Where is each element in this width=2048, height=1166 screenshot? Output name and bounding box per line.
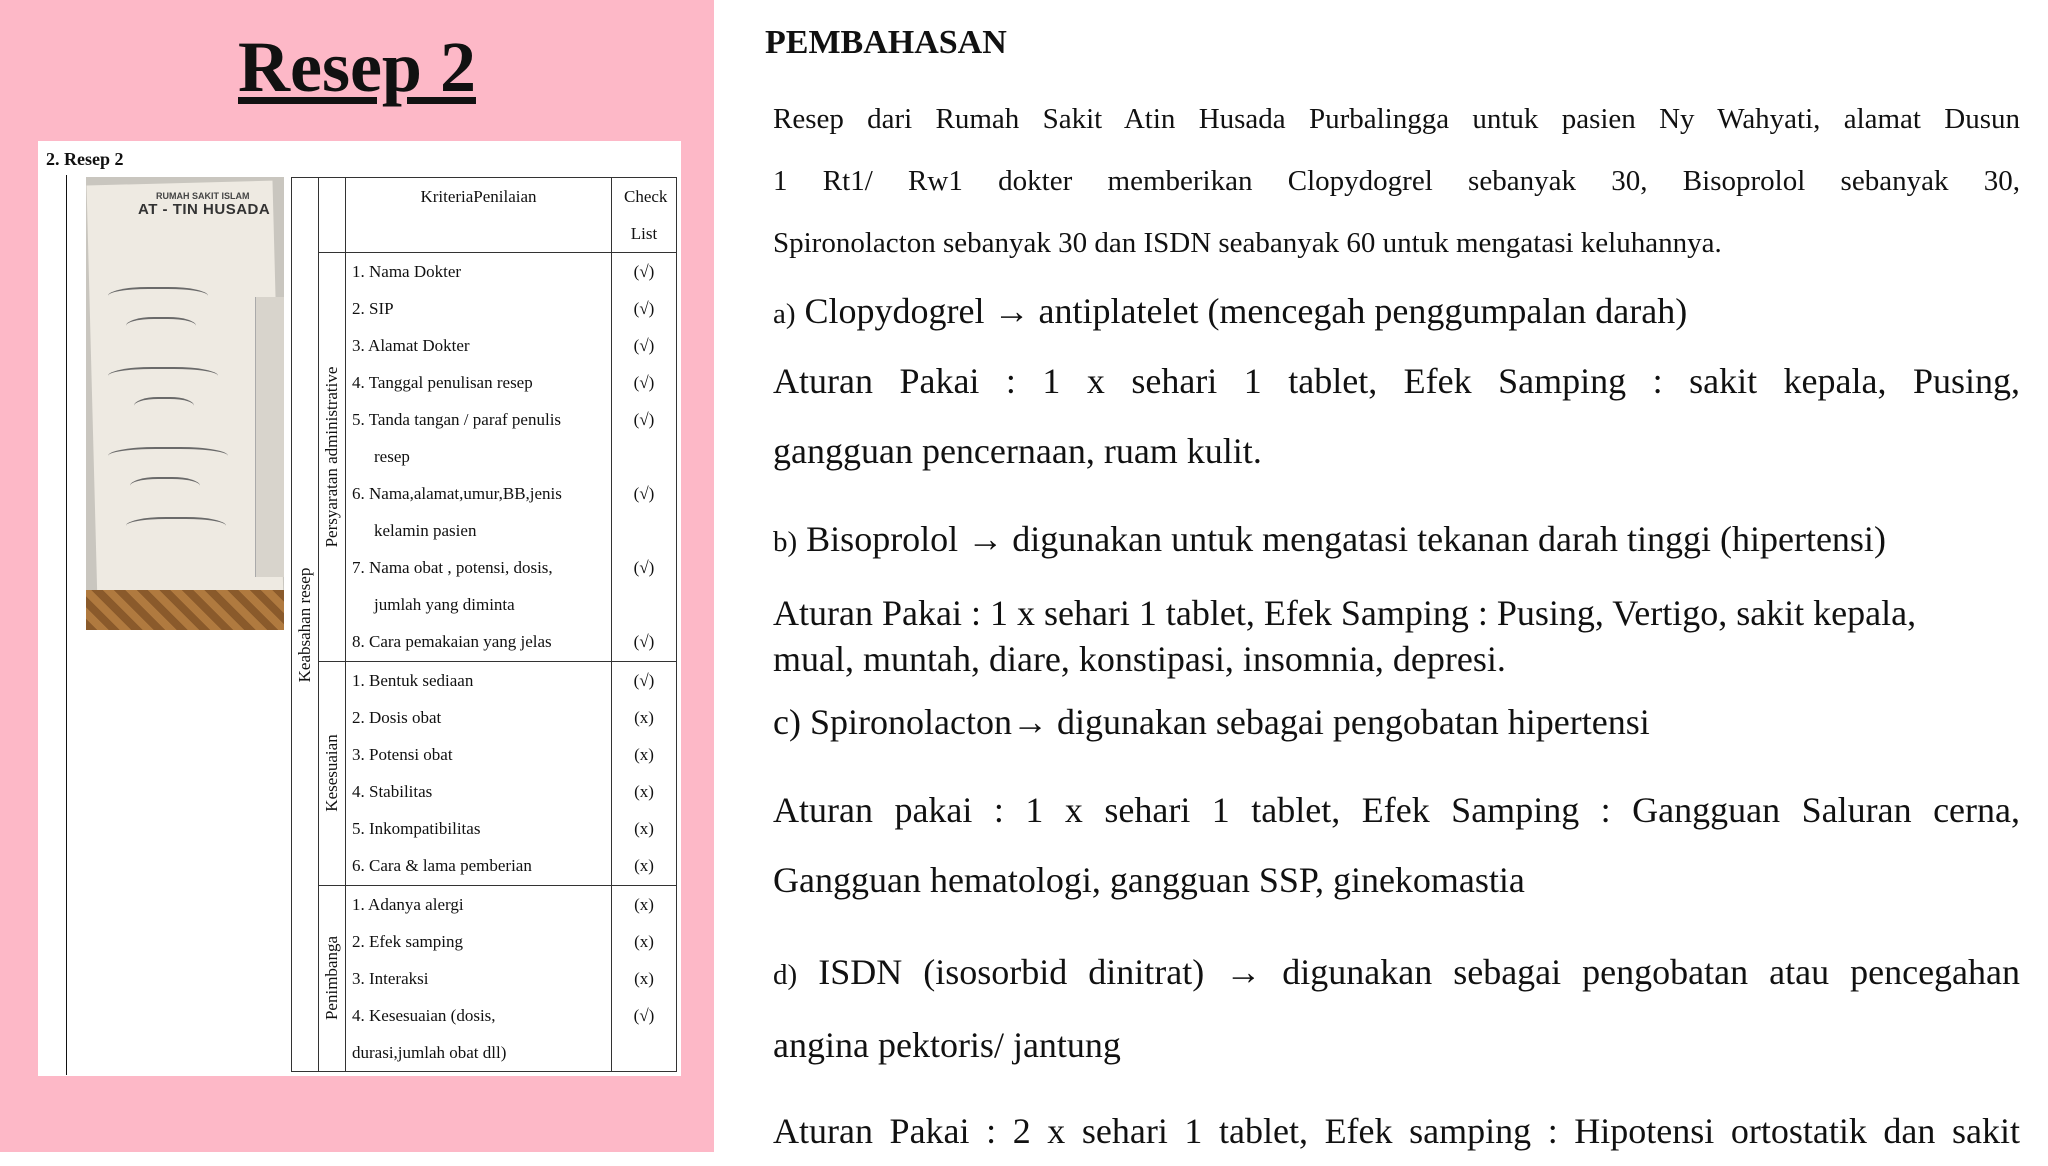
header-criteria: KriteriaPenilaian [346, 178, 612, 253]
item-a-rules [773, 346, 2020, 486]
discussion-heading: PEMBAHASAN [765, 24, 1007, 61]
document-border-line [66, 175, 67, 1075]
check-mark: (x) [634, 818, 654, 838]
item-c-rules [773, 775, 2020, 915]
intro-paragraph [773, 88, 2020, 274]
paper-stack-edge [255, 297, 284, 577]
check-mark: (√) [633, 410, 655, 429]
check-mark [612, 438, 676, 475]
item-d-line: angina pektoris/ jantung [773, 1025, 1121, 1065]
check-mark: (√) [633, 670, 655, 690]
item-a [773, 285, 2020, 340]
rule-line: mual, muntah, diare, konstipasi, insomnia, depresi. [773, 639, 1506, 679]
criteria-item: resep [374, 447, 410, 466]
section-label: Kesesuaian [322, 734, 341, 812]
criteria-list [346, 662, 611, 884]
handwriting-stroke [134, 397, 194, 419]
section-checks [612, 253, 677, 662]
criteria-item: 1. Nama Dokter [352, 262, 462, 281]
handwriting-stroke [126, 517, 226, 539]
item-b [773, 513, 2020, 568]
criteria-item: durasi,jumlah obat dll) [352, 1042, 507, 1062]
check-mark: (√) [633, 558, 655, 577]
rule-line: Gangguan hematologi, gangguan SSP, ginekomastia [773, 860, 1525, 900]
left-panel [0, 0, 714, 1152]
item-a-label: a) [773, 298, 796, 330]
check-mark: (x) [634, 894, 654, 914]
check-list [612, 886, 676, 1071]
section-label-cell [319, 885, 346, 1071]
header-blank-cell [319, 178, 346, 253]
criteria-item: 2. Dosis obat [352, 707, 442, 727]
check-mark: (√) [633, 373, 655, 392]
handwriting-stroke [108, 447, 228, 469]
check-mark: (√) [633, 484, 655, 503]
rule-line: Aturan pakai : 1 x sehari 1 tablet, Efek Samping : Gangguan Saluran cerna, [773, 790, 2020, 830]
criteria-item: 6. Nama,alamat,umur,BB,jenis [352, 484, 562, 503]
criteria-item: 4. Kesesuaian (dosis, [352, 1005, 496, 1025]
prescription-photo [86, 177, 284, 630]
section-label-cell [319, 253, 346, 662]
criteria-item: 4. Stabilitas [352, 781, 433, 801]
check-mark: (x) [634, 744, 654, 764]
header-check-label: Check List [624, 187, 668, 243]
item-b-rules [773, 590, 2020, 682]
item-d-line [773, 937, 2020, 1010]
item-c: c) Spironolacton→ digunakan sebagai pengobatan hipertensi [773, 702, 1650, 742]
check-mark [612, 586, 676, 623]
criteria-item: 2. SIP [352, 299, 394, 318]
item-d-rules: Aturan Pakai : 2 x sehari 1 tablet, Efek samping : Hipotensi ortostatik dan sakit [773, 1111, 2020, 1151]
handwriting-stroke [126, 317, 196, 339]
check-mark: (x) [634, 968, 654, 988]
criteria-item: 3. Alamat Dokter [352, 336, 470, 355]
criteria-item: 5. Inkompatibilitas [352, 818, 481, 838]
rule-line: Aturan Pakai : 1 x sehari 1 tablet, Efek Samping : sakit kepala, Pusing, [773, 361, 2020, 401]
criteria-item: 7. Nama obat , potensi, dosis, [352, 558, 553, 577]
criteria-table [291, 177, 677, 1072]
criteria-item: 1. Adanya alergi [352, 894, 464, 914]
slide-title: Resep 2 [238, 27, 476, 107]
check-mark [612, 512, 676, 549]
section-row [292, 885, 677, 1071]
criteria-item: 8. Cara pemakaian yang jelas [352, 632, 552, 651]
item-a-text: Clopydogrel → antiplatelet (mencegah penggumpalan darah) [804, 291, 1688, 331]
check-list [612, 253, 676, 660]
check-mark: (√) [633, 262, 655, 281]
intro-line: Resep dari Rumah Sakit Atin Husada Purbalingga untuk pasien Ny Wahyati, alamat Dusun [773, 103, 2020, 135]
criteria-list [346, 253, 611, 660]
criteria-item: 2. Efek samping [352, 931, 463, 951]
prescription-paper [87, 181, 284, 606]
outer-section-label-cell [292, 178, 319, 1072]
handwriting-stroke [108, 367, 218, 389]
check-list [612, 662, 676, 884]
section-checks [612, 661, 677, 885]
criteria-list [346, 886, 611, 1071]
criteria-item: 4. Tanggal penulisan resep [352, 373, 533, 392]
criteria-item: 1. Bentuk sediaan [352, 670, 474, 690]
prescription-document [38, 141, 681, 1076]
section-items [346, 885, 612, 1071]
outer-section-label: Keabsahan resep [295, 567, 314, 682]
intro-line: 1 Rt1/ Rw1 dokter memberikan Clopydogrel sebanyak 30, Bisoprolol sebanyak 30, [773, 165, 2020, 197]
section-label-cell [319, 661, 346, 885]
check-mark: (x) [634, 855, 654, 875]
hospital-stamp-small: RUMAH SAKIT ISLAM [156, 191, 250, 201]
item-b-label: b) [773, 526, 798, 558]
section-items [346, 661, 612, 885]
handwriting-stroke [130, 477, 200, 499]
item-d-text: ISDN (isosorbid dinitrat) → digunakan sebagai pengobatan atau pencegahan [818, 952, 2021, 992]
rule-line: Aturan Pakai : 1 x sehari 1 tablet, Efek Samping : Pusing, Vertigo, sakit kepala, [773, 593, 1917, 633]
check-mark: (√) [633, 1005, 655, 1025]
section-items [346, 253, 612, 662]
intro-line: Spironolacton sebanyak 30 dan ISDN seabanyak 60 untuk mengatasi keluhannya. [773, 227, 1722, 259]
check-mark [612, 1034, 676, 1071]
check-mark: (x) [634, 931, 654, 951]
check-mark: (√) [633, 632, 655, 651]
hospital-stamp-name: AT - TIN HUSADA [138, 201, 271, 218]
check-mark: (√) [633, 299, 655, 318]
section-label: Penimbanga [322, 936, 341, 1021]
handwriting-stroke [108, 287, 208, 309]
header-check [612, 178, 677, 253]
item-d-label: d) [773, 959, 798, 991]
criteria-item: 3. Potensi obat [352, 744, 453, 764]
section-label: Persyaratan administrative [322, 366, 341, 548]
check-mark: (x) [634, 707, 654, 727]
criteria-item: 6. Cara & lama pemberian [352, 855, 532, 875]
criteria-item: 3. Interaksi [352, 968, 429, 988]
rule-line: gangguan pencernaan, ruam kulit. [773, 431, 1262, 471]
item-d [773, 937, 2020, 1080]
item-b-text: Bisoprolol → digunakan untuk mengatasi tekanan darah tinggi (hipertensi) [806, 519, 1886, 559]
section-checks [612, 885, 677, 1071]
section-row [292, 253, 677, 662]
document-title: 2. Resep 2 [46, 149, 124, 169]
criteria-item: kelamin pasien [374, 521, 477, 540]
wood-background [86, 590, 284, 630]
check-mark: (x) [634, 781, 654, 801]
check-mark: (√) [633, 336, 655, 355]
criteria-item: 5. Tanda tangan / paraf penulis [352, 410, 562, 429]
criteria-item: jumlah yang diminta [374, 595, 515, 614]
section-row [292, 661, 677, 885]
